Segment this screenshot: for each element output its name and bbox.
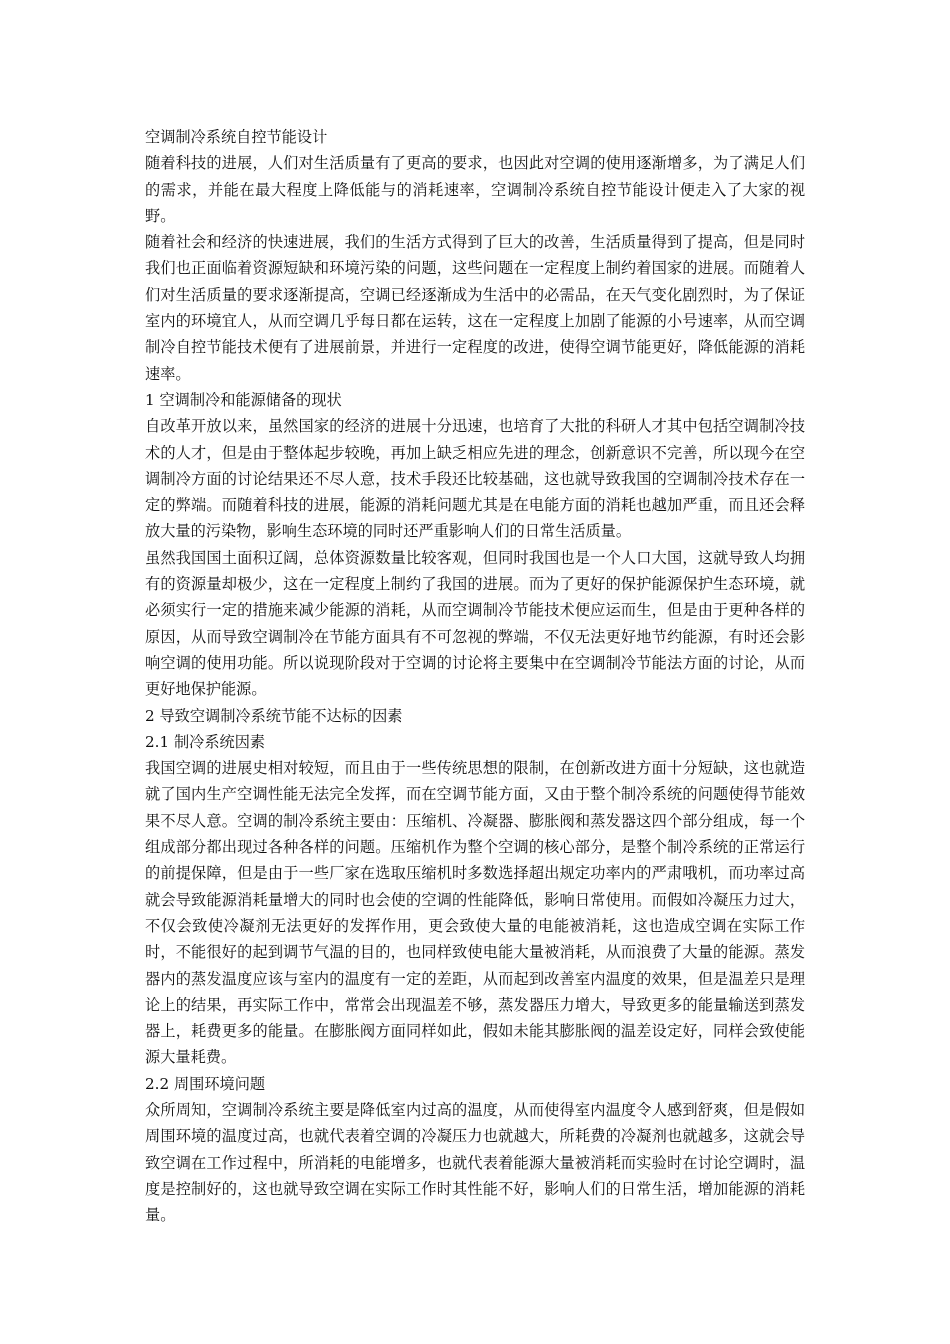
section-1-paragraph-1: 自改革开放以来，虽然国家的经济的进展十分迅速，也培育了大批的科研人才其中包括空调制冷技术的人才，但是由于整体起步较晚，再加上缺乏相应先进的理念，创新意识不完善，所以现今在空调制冷方面的讨论结果还不尽人意，技术手段还比较基础，这也就导致我国的空调制冷技术存在一定的弊端。而随着科技的进展，能源的消耗问题尤其是在电能方面的消耗也越加严重，而且还会释放大量的污染物，影响生态环境的同时还严重影响人们的日常生活质量。 [145, 417, 805, 541]
document-page [145, 124, 805, 1228]
subsection-heading-2-1: 2.1 制冷系统因素 [145, 732, 266, 751]
subsection-heading-2-2: 2.2 周围环境问题 [145, 1074, 266, 1093]
section-heading-1: 1 空调制冷和能源储备的现状 [145, 390, 342, 409]
background-paragraph: 随着社会和经济的快速进展，我们的生活方式得到了巨大的改善，生活质量得到了提高，但是同时我们也正面临着资源短缺和环境污染的问题，这些问题在一定程度上制约着国家的进展。而随着人们对生活质量的要求逐渐提高，空调已经逐渐成为生活中的必需品，在天气变化剧烈时，为了保证室内的环境宜人，从而空调几乎每日都在运转，这在一定程度上加剧了能源的小号速率，从而空调制冷自控节能技术便有了进展前景，并进行一定程度的改进，使得空调节能更好，降低能源的消耗速率。 [145, 233, 805, 383]
section-1-paragraph-2: 虽然我国国土面积辽阔，总体资源数量比较客观，但同时我国也是一个人口大国，这就导致人均拥有的资源量却极少，这在一定程度上制约了我国的进展。而为了更好的保护能源保护生态环境，就必须实行一定的措施来减少能源的消耗，从而空调制冷节能技术便应运而生，但是由于更种各样的原因，从而导致空调制冷在节能方面具有不可忽视的弊端，不仅无法更好地节约能源，有时还会影响空调的使用功能。所以说现阶段对于空调的讨论将主要集中在空调制冷节能法方面的讨论，从而更好地保护能源。 [145, 548, 805, 699]
subsection-2-2-paragraph: 众所周知，空调制冷系统主要是降低室内过高的温度，从而使得室内温度令人感到舒爽，但是假如周围环境的温度过高，也就代表着空调的冷凝压力也就越大，所耗费的冷凝剂也就越多，这就会导致空调在工作过程中，所消耗的电能增多，也就代表着能源大量被消耗而实验时在讨论空调时，温度是控制好的，这也就导致空调在实际工作时其性能不好，影响人们的日常生活，增加能源的消耗量。 [145, 1100, 805, 1225]
document-title: 空调制冷系统自控节能设计 [145, 128, 328, 146]
section-heading-2: 2 导致空调制冷系统节能不达标的因素 [145, 706, 403, 725]
subsection-2-1-paragraph: 我国空调的进展史相对较短，而且由于一些传统思想的限制，在创新改进方面十分短缺，这也就造就了国内生产空调性能无法完全发挥，而在空调节能方面，又由于整个制冷系统的问题使得节能效果不尽人意。空调的制冷系统主要由：压缩机、冷凝器、膨胀阀和蒸发器这四个部分组成，每一个组成部分都出现过各种各样的问题。压缩机作为整个空调的核心部分，是整个制冷系统的正常运行的前提保障，但是由于一些厂家在选取压缩机时多数选择超出规定功率内的严肃哦机，而功率过高就会导致能源消耗量增大的同时也会使的空调的性能降低，影响日常使用。而假如冷凝压力过大，不仅会致使冷凝剂无法更好的发挥作用，更会致使大量的电能被消耗，这也造成空调在实际工作时，不能很好的起到调节气温的目的，也同样致使电能大量被消耗，从而浪费了大量的能源。蒸发器内的蒸发温度应该与室内的温度有一定的差距，从而起到改善室内温度的效果，但是温差只是理论上的结果，再实际工作中，常常会出现温差不够，蒸发器压力增大，导致更多的能量输送到蒸发器上，耗费更多的能量。在膨胀阀方面同样如此，假如未能其膨胀阀的温差设定好，同样会致使能源大量耗费。 [145, 759, 805, 1067]
intro-paragraph: 随着科技的进展，人们对生活质量有了更高的要求，也因此对空调的使用逐渐增多，为了满足人们的需求，并能在最大程度上降低能与的消耗速率，空调制冷系统自控节能设计便走入了大家的视野。 [145, 154, 805, 225]
